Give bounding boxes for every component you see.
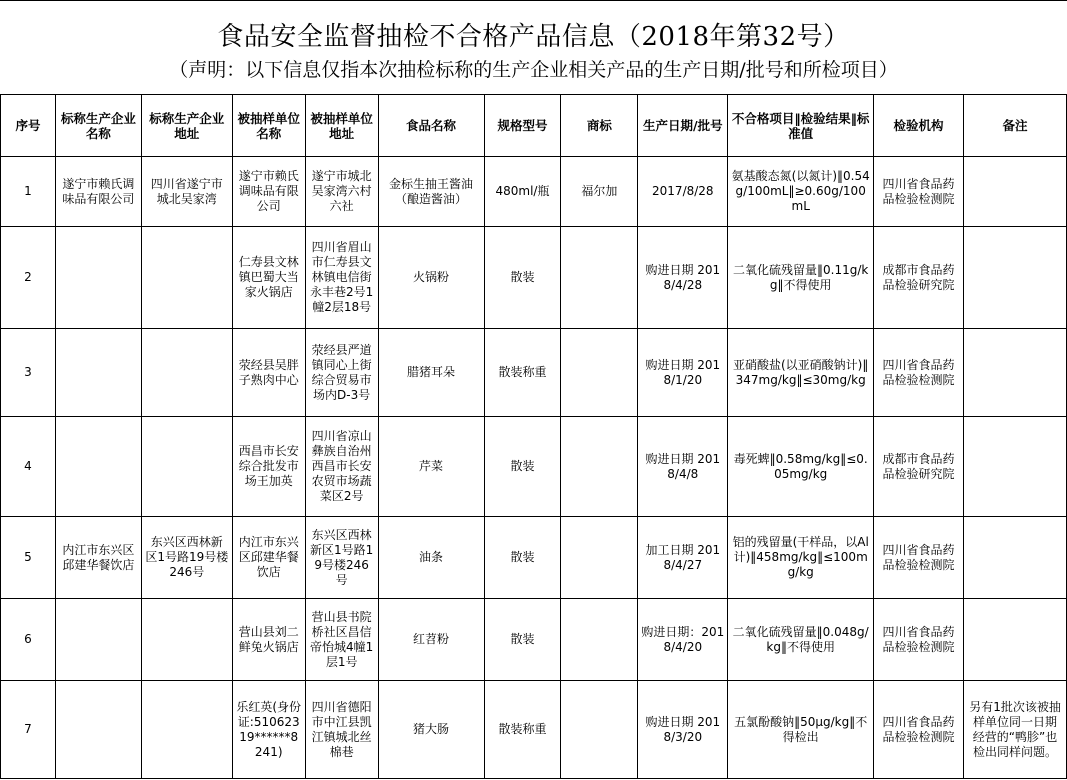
header-cell: 序号 <box>1 95 56 157</box>
sampled-unit-name-cell: 仁寿县文林镇巴蜀大当家火锅店 <box>232 227 305 329</box>
page-title: 食品安全监督抽检不合格产品信息（2018年第32号） <box>217 22 850 52</box>
note-cell <box>964 517 1067 599</box>
agency-cell: 成都市食品药品检验研究院 <box>874 417 964 517</box>
date-cell: 2017/8/28 <box>638 157 728 227</box>
row-number: 7 <box>1 681 56 779</box>
failed-item-cell: 五氯酚酸钠‖50μg/kg‖不得检出 <box>728 681 874 779</box>
table-row <box>1 599 1067 681</box>
brand-cell <box>561 417 638 517</box>
spec-cell: 散装 <box>484 517 561 599</box>
spec-cell: 散装称重 <box>484 681 561 779</box>
producer-address-cell <box>141 599 232 681</box>
failed-item-cell: 氨基酸态氮(以氮计)‖0.54g/100mL‖≥0.60g/100mL <box>728 157 874 227</box>
table-row <box>1 417 1067 517</box>
sampled-unit-address-cell: 四川省凉山彝族自治州西昌市长安农贸市场蔬菜区2号 <box>305 417 378 517</box>
brand-cell <box>561 599 638 681</box>
food-name-cell: 火锅粉 <box>378 227 484 329</box>
sampled-unit-name-cell: 西昌市长安综合批发市场王加英 <box>232 417 305 517</box>
spec-cell: 散装 <box>484 227 561 329</box>
agency-cell: 四川省食品药品检验检测院 <box>874 329 964 417</box>
brand-cell <box>561 329 638 417</box>
producer-address-cell <box>141 227 232 329</box>
header-cell: 标称生产企业地址 <box>141 95 232 157</box>
failed-item-cell: 亚硝酸盐(以亚硝酸钠计)‖347mg/kg‖≤30mg/kg <box>728 329 874 417</box>
sampled-unit-address-cell: 东兴区西林新区1号路19号楼246号 <box>305 517 378 599</box>
row-number: 6 <box>1 599 56 681</box>
brand-cell <box>561 517 638 599</box>
table-row <box>1 681 1067 779</box>
spec-cell: 散装 <box>484 417 561 517</box>
sampled-unit-address-cell: 营山县书院桥社区昌信帝怡城4幢1层1号 <box>305 599 378 681</box>
sampled-unit-address-cell: 四川省眉山市仁寿县文林镇电信街永丰巷2号1幢2层18号 <box>305 227 378 329</box>
title-area <box>0 0 1067 94</box>
row-number: 2 <box>1 227 56 329</box>
food-name-cell: 金标生抽王酱油（酿造酱油） <box>378 157 484 227</box>
producer-name-cell: 遂宁市赖氏调味品有限公司 <box>55 157 141 227</box>
date-cell: 购进日期 2018/4/8 <box>638 417 728 517</box>
food-name-cell: 芹菜 <box>378 417 484 517</box>
failed-item-cell: 二氧化硫残留量‖0.048g/kg‖不得使用 <box>728 599 874 681</box>
row-number: 5 <box>1 517 56 599</box>
sampled-unit-address-cell: 遂宁市城北吴家湾六村六社 <box>305 157 378 227</box>
spec-cell: 散装 <box>484 599 561 681</box>
producer-name-cell <box>55 681 141 779</box>
date-cell: 购进日期 2018/3/20 <box>638 681 728 779</box>
row-number: 1 <box>1 157 56 227</box>
producer-name-cell <box>55 227 141 329</box>
agency-cell: 四川省食品药品检验检测院 <box>874 517 964 599</box>
results-table <box>0 94 1067 779</box>
producer-name-cell <box>55 417 141 517</box>
producer-address-cell <box>141 681 232 779</box>
sampled-unit-address-cell: 荥经县严道镇同心上街综合贸易市场内D-3号 <box>305 329 378 417</box>
header-cell: 备注 <box>964 95 1067 157</box>
producer-address-cell <box>141 417 232 517</box>
note-cell <box>964 599 1067 681</box>
header-cell: 被抽样单位地址 <box>305 95 378 157</box>
sampled-unit-name-cell: 遂宁市赖氏调味品有限公司 <box>232 157 305 227</box>
spec-cell: 480ml/瓶 <box>484 157 561 227</box>
note-cell: 另有1批次该被抽样单位同一日期经营的“鸭胗”也检出同样问题。 <box>964 681 1067 779</box>
table-row <box>1 329 1067 417</box>
sampled-unit-name-cell: 荥经县吴胖子熟肉中心 <box>232 329 305 417</box>
producer-address-cell: 东兴区西林新区1号路19号楼246号 <box>141 517 232 599</box>
table-row <box>1 157 1067 227</box>
sampled-unit-address-cell: 四川省德阳市中江县凯江镇城北丝棉巷 <box>305 681 378 779</box>
agency-cell: 四川省食品药品检验检测院 <box>874 681 964 779</box>
producer-name-cell: 内江市东兴区邱建华餐饮店 <box>55 517 141 599</box>
header-cell: 标称生产企业名称 <box>55 95 141 157</box>
date-cell: 购进日期 2018/1/20 <box>638 329 728 417</box>
note-cell <box>964 329 1067 417</box>
sampled-unit-name-cell: 乐红英(身份证:51062319******8241) <box>232 681 305 779</box>
producer-name-cell <box>55 329 141 417</box>
food-name-cell: 红苕粉 <box>378 599 484 681</box>
sampled-unit-name-cell: 营山县刘二鲜兔火锅店 <box>232 599 305 681</box>
date-cell: 加工日期 2018/4/27 <box>638 517 728 599</box>
header-cell: 商标 <box>561 95 638 157</box>
page-subtitle: （声明：以下信息仅指本次抽检标称的生产企业相关产品的生产日期/批号和所检项目） <box>169 59 898 81</box>
brand-cell <box>561 681 638 779</box>
agency-cell: 成都市食品药品检验研究院 <box>874 227 964 329</box>
header-cell: 不合格项目‖检验结果‖标准值 <box>728 95 874 157</box>
header-cell: 食品名称 <box>378 95 484 157</box>
spec-cell: 散装称重 <box>484 329 561 417</box>
producer-address-cell <box>141 329 232 417</box>
table-row <box>1 517 1067 599</box>
table-row <box>1 227 1067 329</box>
failed-item-cell: 铝的残留量(干样品，以Al计)‖458mg/kg‖≤100mg/kg <box>728 517 874 599</box>
header-cell: 检验机构 <box>874 95 964 157</box>
header-cell: 规格型号 <box>484 95 561 157</box>
date-cell: 购进日期 2018/4/28 <box>638 227 728 329</box>
sampled-unit-name-cell: 内江市东兴区邱建华餐饮店 <box>232 517 305 599</box>
row-number: 4 <box>1 417 56 517</box>
note-cell <box>964 157 1067 227</box>
failed-item-cell: 毒死蜱‖0.58mg/kg‖≤0.05mg/kg <box>728 417 874 517</box>
note-cell <box>964 417 1067 517</box>
food-name-cell: 猪大肠 <box>378 681 484 779</box>
agency-cell: 四川省食品药品检验检测院 <box>874 157 964 227</box>
failed-item-cell: 二氧化硫残留量‖0.11g/kg‖不得使用 <box>728 227 874 329</box>
brand-cell: 福尔加 <box>561 157 638 227</box>
header-cell: 被抽样单位名称 <box>232 95 305 157</box>
header-cell: 生产日期/批号 <box>638 95 728 157</box>
agency-cell: 四川省食品药品检验检测院 <box>874 599 964 681</box>
food-name-cell: 油条 <box>378 517 484 599</box>
date-cell: 购进日期：2018/4/20 <box>638 599 728 681</box>
producer-address-cell: 四川省遂宁市城北吴家湾 <box>141 157 232 227</box>
producer-name-cell <box>55 599 141 681</box>
food-name-cell: 腊猪耳朵 <box>378 329 484 417</box>
header-row <box>1 95 1067 157</box>
note-cell <box>964 227 1067 329</box>
brand-cell <box>561 227 638 329</box>
row-number: 3 <box>1 329 56 417</box>
